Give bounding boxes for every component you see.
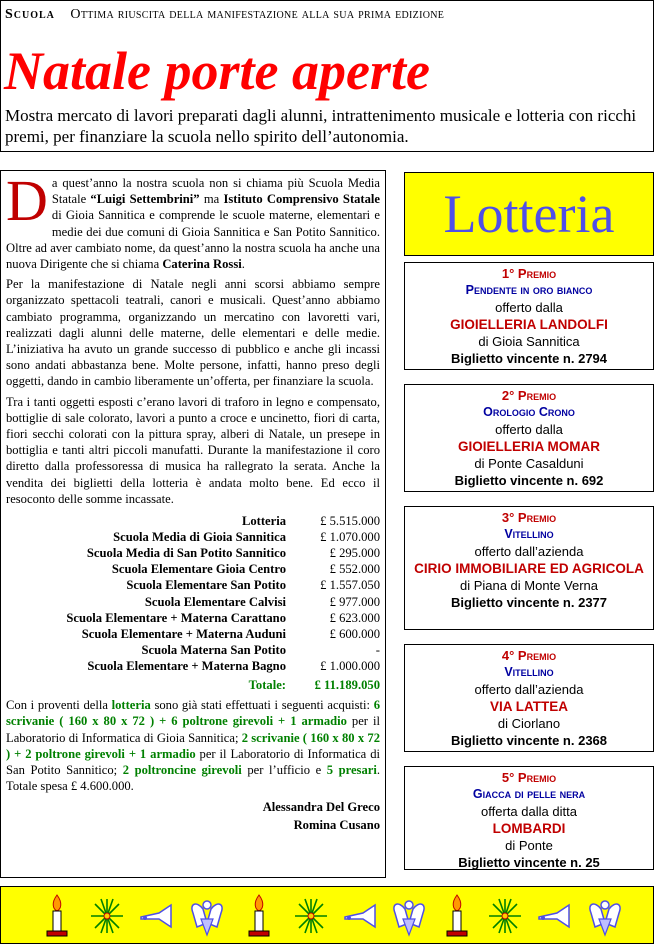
receipt-value: £ 977.000 bbox=[329, 594, 380, 609]
prize-place: di Piana di Monte Verna bbox=[459, 578, 599, 593]
receipt-row bbox=[66, 626, 380, 642]
prize-donor: GIOIELLERIA LANDOLFI bbox=[450, 317, 608, 332]
kicker-text: Ottima riuscita della manifestazione alla sua prima edizione bbox=[70, 7, 445, 22]
prize-ticket: Biglietto vincente n. 692 bbox=[454, 473, 604, 488]
prize-item: Vitellino bbox=[504, 527, 554, 541]
kicker bbox=[5, 7, 444, 23]
prize-donor: CIRIO IMMOBILIARE ED AGRICOLA bbox=[414, 561, 644, 576]
receipt-value: £ 623.000 bbox=[329, 610, 380, 625]
author-2: Romina Cusano bbox=[293, 818, 380, 833]
candle-icon bbox=[239, 893, 279, 939]
trumpet-icon bbox=[535, 893, 575, 939]
page-title: Natale porte aperte bbox=[4, 41, 430, 101]
article-paragraph-4: Con i proventi della lotteria sono già stati effettuati i seguenti acquisti: 6 scrivanie ( 160 x 80 x 72 ) + 6 poltrone girevoli + 1 armadio per il Laboratorio di Informatica di Gioia Sannitica; 2 scrivanie ( 160 x 80 x 72 ) + 2 poltrone girevoli + 1 armadio per il Laboratorio di Informatica di San Potito Sannitico; 2 poltroncine girevoli per l’ufficio e 5 presari. Totale spesa £ 4.600.000. bbox=[6, 698, 381, 794]
receipt-value: £ 1.557.050 bbox=[320, 578, 380, 593]
receipt-label: Scuola Elementare Gioia Centro bbox=[111, 562, 286, 577]
prize-offered-by: offerto dalla bbox=[495, 422, 563, 437]
author-1: Alessandra Del Greco bbox=[262, 800, 380, 815]
angel-icon bbox=[187, 893, 227, 939]
prize-donor: VIA LATTEA bbox=[490, 699, 568, 714]
prize-rank: 3° Premio bbox=[501, 510, 557, 525]
prize-item: Pendente in oro bianco bbox=[465, 283, 593, 297]
dropcap: D bbox=[6, 168, 48, 233]
receipt-row bbox=[66, 577, 380, 593]
receipt-value: £ 600.000 bbox=[329, 626, 380, 641]
receipt-label: Scuola Media di Gioia Sannitica bbox=[113, 530, 286, 545]
receipt-row bbox=[66, 513, 380, 529]
prize-rank: 5° Premio bbox=[501, 770, 557, 785]
prize-ticket: Biglietto vincente n. 2794 bbox=[450, 351, 608, 366]
angel-icon bbox=[585, 893, 625, 939]
prize-rank: 1° Premio bbox=[501, 266, 557, 281]
prize-rank: 4° Premio bbox=[501, 648, 557, 663]
article-paragraph-2: Per la manifestazione di Natale negli anni scorsi abbiamo sempre organizzato spettacoli teatrali, canori e musicali. Quest’anno abbiamo cambiato programma, organizzando un mercatino con lavoretti vari, realizzati dagli alunni delle materne, delle elementari e delle medie. L’iniziativa ha avuto un grande successo di pubblico e anche gli incassi sono andati abbastanza bene. Molte persone, infatti, hanno preso degli oggetti, dando in cambio liberamente un’offerta, per finanziare la scuola. bbox=[6, 277, 380, 389]
receipt-label: Scuola Elementare + Materna Auduni bbox=[81, 626, 286, 641]
total-value: £ 11.189.050 bbox=[314, 678, 380, 692]
prize-box bbox=[404, 766, 654, 870]
prize-ticket: Biglietto vincente n. 2368 bbox=[450, 733, 608, 748]
receipt-row bbox=[66, 642, 380, 658]
receipt-label: Scuola Elementare Calvisi bbox=[144, 594, 286, 609]
prize-place: di Ponte Casalduni bbox=[474, 456, 584, 471]
article-paragraph-3: Tra i tanti oggetti esposti c’erano lavori di traforo in legno e compensato, bottiglie di sale colorato, lavori a punto a croce e uncinetto, fiori di carta, fiori secchi colorati con la pittura spray, alberi di Natale, un presepe in bottiglia e tanti altri piccoli manufatti. Durante la manifestazione il coro diretto dalla professoressa di musica ha rallegrato la serata. Anche la vendita dei biglietti della lotteria è andata molto bene. Ed ecco il resoconto delle somme incassate. bbox=[6, 394, 380, 506]
prize-offered-by: offerta dalla ditta bbox=[481, 804, 577, 819]
prize-offered-by: offerto dalla bbox=[495, 300, 563, 315]
receipt-row bbox=[66, 658, 380, 674]
prize-box bbox=[404, 262, 654, 370]
prize-place: di Ciorlano bbox=[497, 716, 561, 731]
receipt-value: £ 552.000 bbox=[329, 562, 380, 577]
byline bbox=[6, 798, 380, 834]
receipt-row bbox=[66, 561, 380, 577]
prize-ticket: Biglietto vincente n. 25 bbox=[458, 855, 600, 870]
footer-decoration bbox=[0, 886, 654, 944]
receipt-label: Scuola Elementare + Materna Bagno bbox=[87, 658, 286, 673]
header bbox=[0, 0, 654, 152]
receipt-value: £ 5.515.000 bbox=[320, 514, 380, 529]
receipt-row bbox=[66, 594, 380, 610]
prize-ticket: Biglietto vincente n. 2377 bbox=[450, 595, 608, 610]
candle-icon bbox=[437, 893, 477, 939]
prize-item: Orologio Crono bbox=[483, 405, 575, 419]
article bbox=[0, 170, 386, 878]
receipt-row bbox=[66, 610, 380, 626]
prize-item: Giacca di pelle nera bbox=[472, 787, 586, 801]
angel-icon bbox=[389, 893, 429, 939]
total-label: Totale: bbox=[248, 678, 286, 692]
snowflake-icon bbox=[87, 893, 127, 939]
trumpet-icon bbox=[341, 893, 381, 939]
receipt-value: - bbox=[375, 642, 380, 657]
receipt-label: Scuola Media di San Potito Sannitico bbox=[86, 546, 286, 561]
receipt-row bbox=[66, 545, 380, 561]
prize-box bbox=[404, 644, 654, 752]
prize-box bbox=[404, 506, 654, 630]
prize-box bbox=[404, 384, 654, 492]
prize-offered-by: offerto dall’azienda bbox=[474, 544, 584, 559]
receipts-table bbox=[66, 513, 380, 693]
receipt-label: Scuola Elementare San Potito bbox=[126, 578, 286, 593]
receipt-value: £ 1.070.000 bbox=[320, 530, 380, 545]
prize-item: Vitellino bbox=[504, 665, 554, 679]
prize-rank: 2° Premio bbox=[501, 388, 557, 403]
prize-place: di Gioia Sannitica bbox=[478, 334, 580, 349]
receipt-label: Scuola Elementare + Materna Carattano bbox=[66, 610, 286, 625]
section-label: Scuola bbox=[5, 7, 55, 22]
prize-donor: LOMBARDI bbox=[492, 821, 566, 836]
lead-paragraph: Mostra mercato di lavori preparati dagli alunni, intrattenimento musicale e lotteria con ricchi premi, per finanziare la scuola nello spirito dell’autonomia. bbox=[5, 106, 637, 146]
receipt-value: £ 295.000 bbox=[329, 546, 380, 561]
receipt-label: Lotteria bbox=[241, 514, 286, 529]
prize-donor: GIOIELLERIA MOMAR bbox=[458, 439, 600, 454]
article-paragraph-1: Da quest’anno la nostra scuola non si chiama più Scuola Media Statale “Luigi Settembrini” ma Istituto Comprensivo Statale di Gioia Sannitica e comprende le scuole materne, elementari e medie dei due comuni di Gioia Sannitica e San Potito Sannitico. Oltre ad aver cambiato nome, da quest’anno la nostra scuola ha anche una nuova Dirigente che si chiama Caterina Rossi. bbox=[6, 168, 381, 272]
trumpet-icon bbox=[137, 893, 177, 939]
candle-icon bbox=[37, 893, 77, 939]
snowflake-icon bbox=[485, 893, 525, 939]
total-row bbox=[66, 674, 380, 693]
receipt-row bbox=[66, 529, 380, 545]
lotteria-title: Lotteria bbox=[404, 172, 654, 256]
receipt-label: Scuola Materna San Potito bbox=[141, 642, 286, 657]
prize-place: di Ponte bbox=[505, 838, 553, 853]
receipt-value: £ 1.000.000 bbox=[320, 658, 380, 673]
prize-offered-by: offerto dall’azienda bbox=[474, 682, 584, 697]
snowflake-icon bbox=[291, 893, 331, 939]
